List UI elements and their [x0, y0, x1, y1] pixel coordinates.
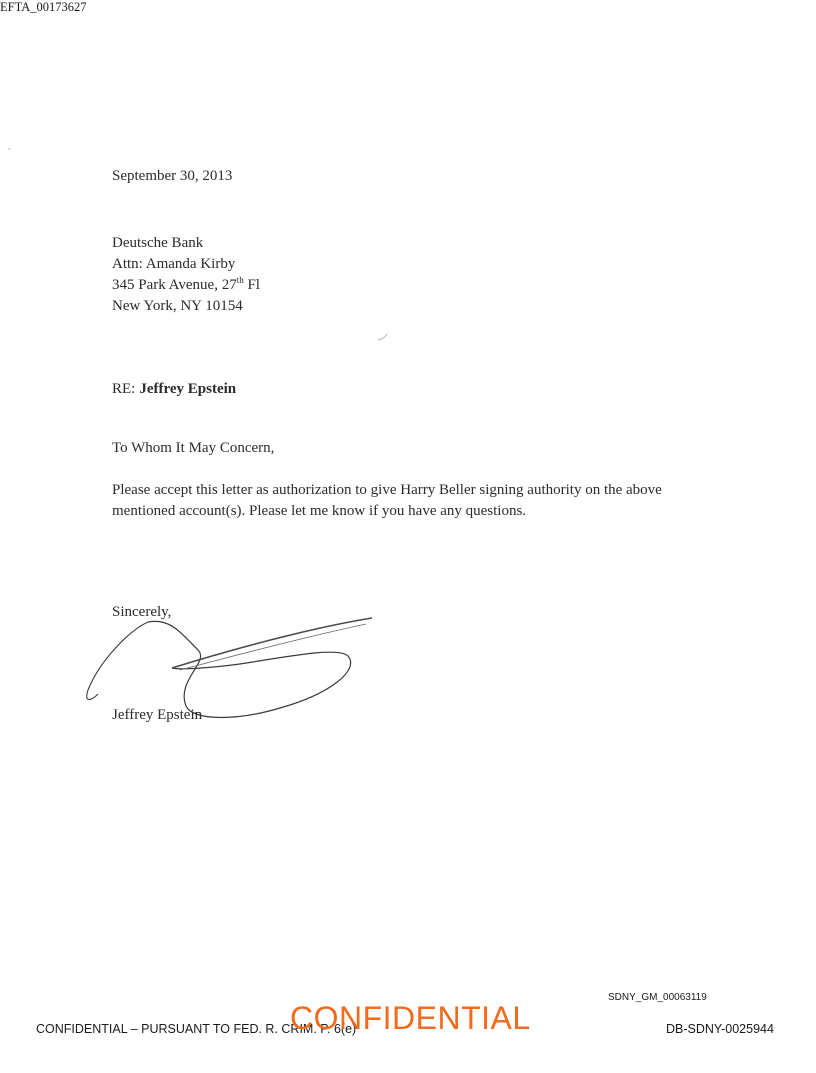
ordinal-suffix: th [236, 275, 244, 285]
subject-line [112, 379, 236, 400]
recipient-line-3 [112, 275, 260, 296]
body-paragraph [112, 480, 662, 522]
body-line-2: mentioned account(s). Please let me know if you have any questions. [112, 503, 527, 519]
confidential-stamp: CONFIDENTIAL [290, 1000, 531, 1036]
body-line-1: Please accept this letter as authorization to give Harry Beller signing authority on the above [112, 482, 662, 498]
sdny-bates-number: SDNY_GM_00063119 [608, 992, 707, 1003]
stray-mark [376, 330, 390, 342]
efta-bates-number: EFTA_00173627 [0, 0, 87, 14]
recipient-floor: Fl [243, 277, 260, 293]
subject-name: Jeffrey Epstein [139, 381, 237, 397]
signer-name: Jeffrey Epstein [112, 707, 203, 723]
closing: Sincerely, [112, 604, 172, 620]
subject-prefix: RE: [112, 381, 136, 397]
recipient-address [112, 233, 260, 317]
db-bates-number: DB-SDNY-0025944 [666, 1022, 774, 1036]
letter-date: September 30, 2013 [112, 168, 233, 184]
recipient-street: 345 Park Avenue, 27 [112, 277, 237, 293]
salutation: To Whom It May Concern, [112, 440, 275, 456]
scan-edge-mark [8, 148, 11, 150]
recipient-line-2: Attn: Amanda Kirby [112, 256, 236, 272]
recipient-line-1: Deutsche Bank [112, 235, 204, 251]
confidential-notice: CONFIDENTIAL – PURSUANT TO FED. R. CRIM. P. 6(e) [36, 1022, 357, 1036]
recipient-line-4: New York, NY 10154 [112, 298, 243, 314]
